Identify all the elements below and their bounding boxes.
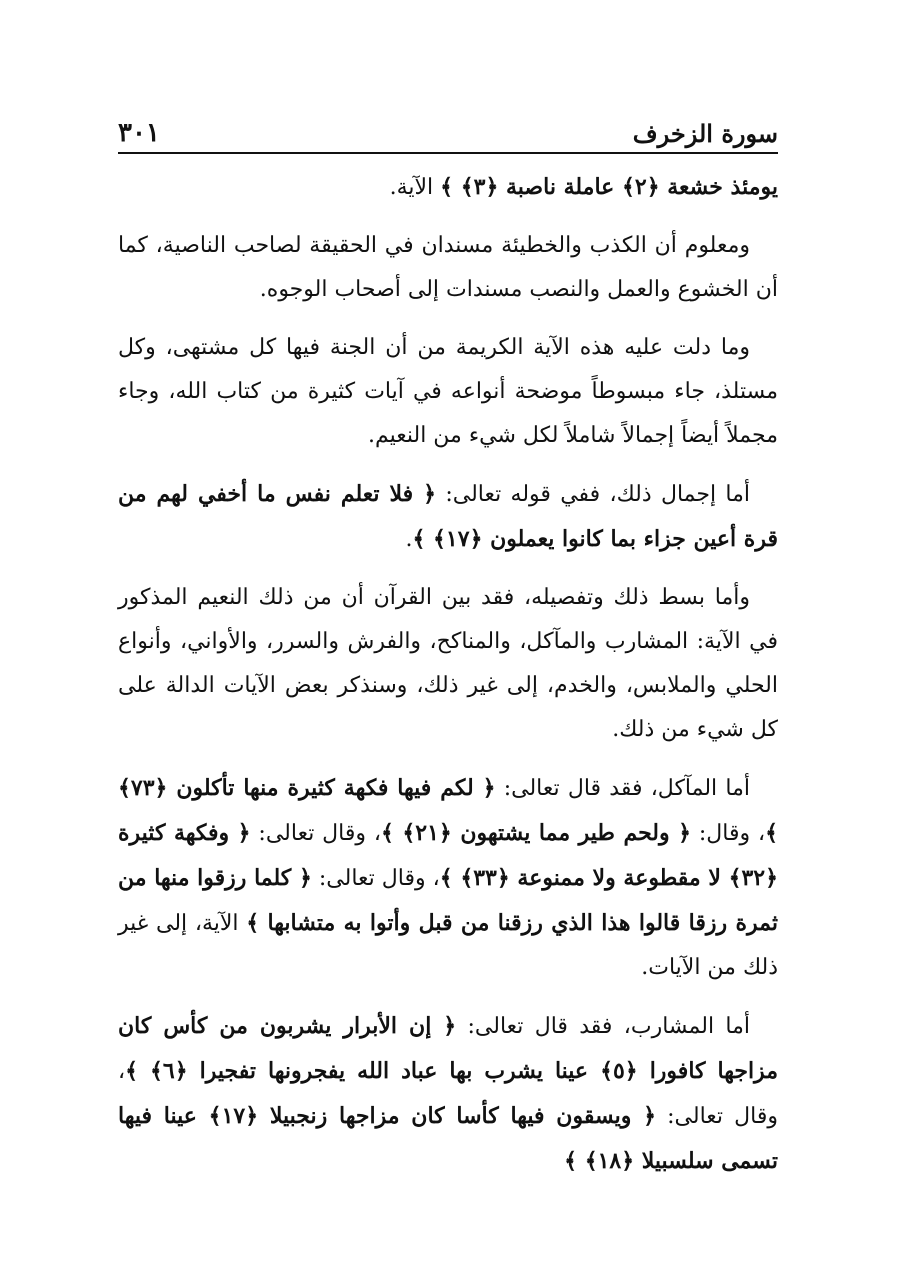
body-text: ومعلوم أن الكذب والخطيئة مسندان في الحقيقة لصاحب الناصية، كما أن الخشوع والعمل والنصب مسندات إلى أصحاب الوجوه. [118, 233, 778, 302]
quran-verse: ﴿ وفكهة كثيرة ﴿٣٢﴾ لا مقطوعة ولا ممنوعة ﴿٣٣﴾ ﴾ [118, 820, 778, 891]
body-text: أما المشارب، فقد قال تعالى: [456, 1014, 750, 1039]
quran-verse: ﴿ لكم فيها فكهة كثيرة منها تأكلون ﴿٧٣﴾ ﴾ [118, 775, 778, 846]
body-text: أما إجمال ذلك، ففي قوله تعالى: [436, 482, 750, 507]
page-body [118, 165, 778, 1198]
paragraph [118, 1004, 778, 1184]
quran-verse: يومئذ خشعة ﴿٢﴾ عاملة ناصبة ﴿٣﴾ ﴾ [440, 174, 778, 200]
quran-verse: ﴿ ويسقون فيها كأسا كان مزاجها زنجبيلا ﴿١٧﴾ عينا فيها تسمى سلسبيلا ﴿١٨﴾ ﴾ [118, 1103, 778, 1174]
quran-verse: ﴿ إن الأبرار يشربون من كأس كان مزاجها كافورا ﴿٥﴾ عينا يشرب بها عباد الله يفجرونها تفجيرا ﴿٦﴾ ﴾ [118, 1013, 778, 1084]
body-text: الآية، إلى غير ذلك من الآيات. [118, 911, 778, 980]
header-divider [118, 152, 778, 154]
body-text: ، وقال: [691, 821, 766, 846]
paragraph [118, 326, 778, 458]
page-header [118, 108, 778, 148]
body-text: وما دلت عليه هذه الآية الكريمة من أن الجنة فيها كل مشتهى، وكل مستلذ، جاء مبسوطاً موضحة أنواعه في آيات كثيرة من كتاب الله، وجاء مجملاً أيضاً إجمالاً شاملاً لكل شيء من النعيم. [118, 335, 778, 448]
body-text: الآية. [389, 175, 441, 200]
paragraph [118, 472, 778, 562]
body-text: أما المآكل، فقد قال تعالى: [495, 776, 751, 801]
body-text: وأما بسط ذلك وتفصيله، فقد بين القرآن أن من ذلك النعيم المذكور في الآية: المشارب والمآكل، والمناكح، والفرش والسرر، والأواني، وأنواع الحلي والملابس، والخدم، إلى غير ذلك، وسنذكر بعض الآيات الدالة على كل شيء من ذلك. [118, 585, 778, 742]
paragraph [118, 766, 778, 990]
body-text: . [405, 527, 413, 552]
body-text: ، وقال تعالى: [311, 866, 440, 891]
quran-verse: ﴿ كلما رزقوا منها من ثمرة رزقا قالوا هذا الذي رزقنا من قبل وأتوا به متشابها ﴾ [118, 865, 778, 936]
paragraph [118, 576, 778, 752]
page-number: ٣٠١ [118, 118, 160, 148]
paragraph [118, 224, 778, 312]
paragraph [118, 165, 778, 210]
body-text: ، وقال تعالى: [250, 821, 381, 846]
surah-title: سورة الزخرف [632, 119, 778, 148]
body-text: ، وقال تعالى: [118, 1059, 778, 1129]
quran-verse: ﴿ فلا تعلم نفس ما أخفي لهم من قرة أعين جزاء بما كانوا يعملون ﴿١٧﴾ ﴾ [118, 481, 778, 552]
quran-verse: ﴿ ولحم طير مما يشتهون ﴿٢١﴾ ﴾ [380, 820, 692, 846]
